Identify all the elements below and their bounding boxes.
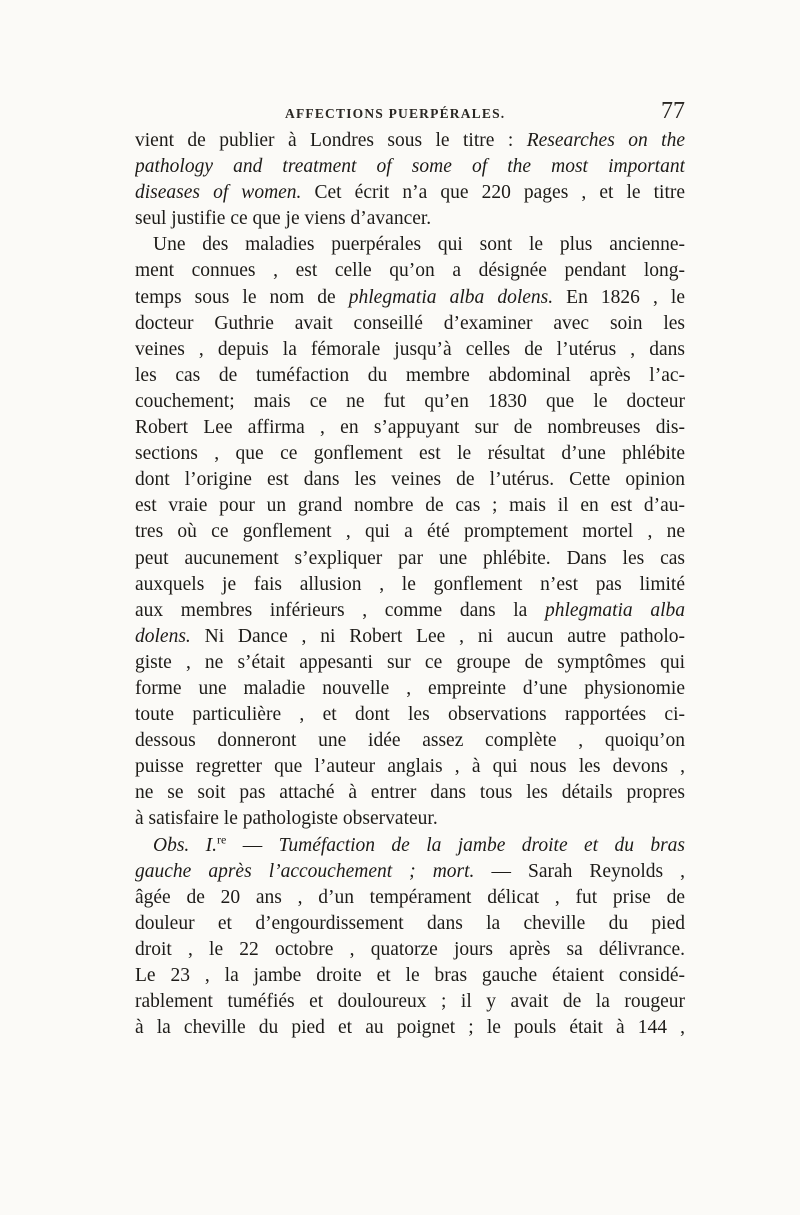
text-line [135, 206, 685, 232]
text-segment: temps sous le nom de [135, 286, 349, 308]
text-line [135, 833, 685, 859]
text-line [135, 937, 685, 963]
text-line [135, 467, 685, 493]
text-segment: toute particulière , et dont les observations rapportées ci- [135, 704, 685, 726]
text-segment: rablement tuméfiés et douloureux ; il y avait de la rougeur [135, 991, 685, 1013]
text-line [135, 650, 685, 676]
text-line [135, 806, 685, 832]
text-line [135, 702, 685, 728]
text-line [135, 285, 685, 311]
text-line [135, 754, 685, 780]
text-segment: vient de publier à Londres sous le titre : [135, 130, 527, 151]
text-line [135, 546, 685, 572]
text-segment: couchement; mais ce ne fut qu’en 1830 que le docteur [135, 390, 685, 412]
text-line [135, 389, 685, 415]
text-segment: peut aucunement s’expliquer par une phlébite. Dans les cas [135, 547, 685, 569]
text-line [135, 572, 685, 598]
text-line [135, 493, 685, 519]
running-head: AFFECTIONS PUERPÉRALES. [285, 106, 506, 121]
text-segment: Le 23 , la jambe droite et le bras gauche étaient considé- [135, 965, 685, 986]
text-segment: Robert Lee affirma , en s’appuyant sur de nombreuses dis- [135, 417, 685, 439]
italic-text: gauche après l’accouchement ; mort. [135, 860, 475, 882]
body-text [135, 128, 685, 1041]
italic-text: Tuméfaction de la jambe droite et du bras [278, 834, 685, 856]
text-segment: aux membres inférieurs , comme dans la [135, 599, 545, 621]
text-line [135, 911, 685, 937]
text-line [135, 780, 685, 806]
text-line [135, 232, 685, 258]
text-segment: droit , le 22 octobre , quatorze jours après sa délivrance. [135, 938, 685, 960]
text-line [135, 624, 685, 650]
text-segment: à satisfaire le pathologiste observateur. [135, 808, 438, 830]
text-segment: ment connues , est celle qu’on a désignée pendant long- [135, 260, 685, 282]
text-segment: tres où ce gonflement , qui a été promptement mortel , ne [135, 521, 685, 543]
text-line [135, 311, 685, 337]
text-line [135, 1015, 685, 1041]
text-line [135, 989, 685, 1015]
text-line [135, 728, 685, 754]
text-segment: dessous donneront une idée assez complète , quoiqu’on [135, 730, 685, 752]
text-line [135, 128, 685, 154]
text-segment: âgée de 20 ans , d’un tempérament délicat , fut prise de [135, 886, 685, 908]
text-line [135, 441, 685, 467]
text-segment: forme une maladie nouvelle , empreinte d’une physionomie [135, 677, 685, 699]
text-segment: auxquels je fais allusion , le gonflement n’est pas limité [135, 573, 685, 595]
text-line [135, 415, 685, 441]
text-line [135, 258, 685, 284]
text-segment: à la cheville du pied et au poignet ; le pouls était à 144 , [135, 1017, 685, 1039]
text-segment: En 1826 , le [553, 286, 685, 308]
text-segment: douleur et d’engourdissement dans la cheville du pied [135, 912, 685, 934]
text-segment: — [226, 834, 279, 856]
text-segment: re [217, 832, 227, 847]
italic-text: phlegmatia alba dolens. [348, 286, 554, 308]
italic-text: dolens. [135, 625, 191, 647]
text-line [135, 519, 685, 545]
text-segment: seul justifie ce que je viens d’avancer. [135, 208, 432, 230]
text-segment: giste , ne s’était appesanti sur ce groupe de symptômes qui [135, 651, 685, 673]
text-line [135, 598, 685, 624]
text-segment: ne se soit pas attaché à entrer dans tous les détails propres [135, 782, 685, 804]
text-segment: sections , que ce gonflement est le résultat d’une phlébite [135, 443, 685, 465]
text-line [135, 180, 685, 206]
italic-text: phlegmatia alba [544, 599, 685, 621]
text-segment: Une des maladies puerpérales qui sont le plus ancienne- [153, 234, 685, 256]
text-line [135, 337, 685, 363]
text-segment: les cas de tuméfaction du membre abdominal après l’ac- [135, 364, 685, 386]
text-segment: Ni Dance , ni Robert Lee , ni aucun autre patholo- [190, 625, 685, 647]
text-line [135, 363, 685, 389]
italic-text: pathology and treatment of some of the most important [135, 156, 685, 178]
text-line [135, 154, 685, 180]
text-line [135, 859, 685, 885]
page-number: 77 [661, 98, 685, 124]
text-segment: — Sarah Reynolds , [474, 860, 685, 882]
italic-text: Researches on the [526, 130, 685, 151]
text-line [135, 963, 685, 989]
text-line [135, 676, 685, 702]
text-segment: est vraie pour un grand nombre de cas ; mais il en est d’au- [135, 495, 685, 517]
text-segment: docteur Guthrie avait conseillé d’examiner avec soin les [135, 312, 685, 334]
text-segment: Cet écrit n’a que 220 pages , et le titre [301, 182, 685, 204]
text-line [135, 885, 685, 911]
text-segment: dont l’origine est dans les veines de l’utérus. Cette opinion [135, 469, 685, 491]
text-segment: puisse regretter que l’auteur anglais , à qui nous les devons , [135, 756, 685, 778]
italic-text: diseases of women. [135, 182, 302, 204]
text-segment: veines , depuis la fémorale jusqu’à celles de l’utérus , dans [135, 338, 685, 360]
italic-text: Obs. I. [153, 834, 218, 856]
